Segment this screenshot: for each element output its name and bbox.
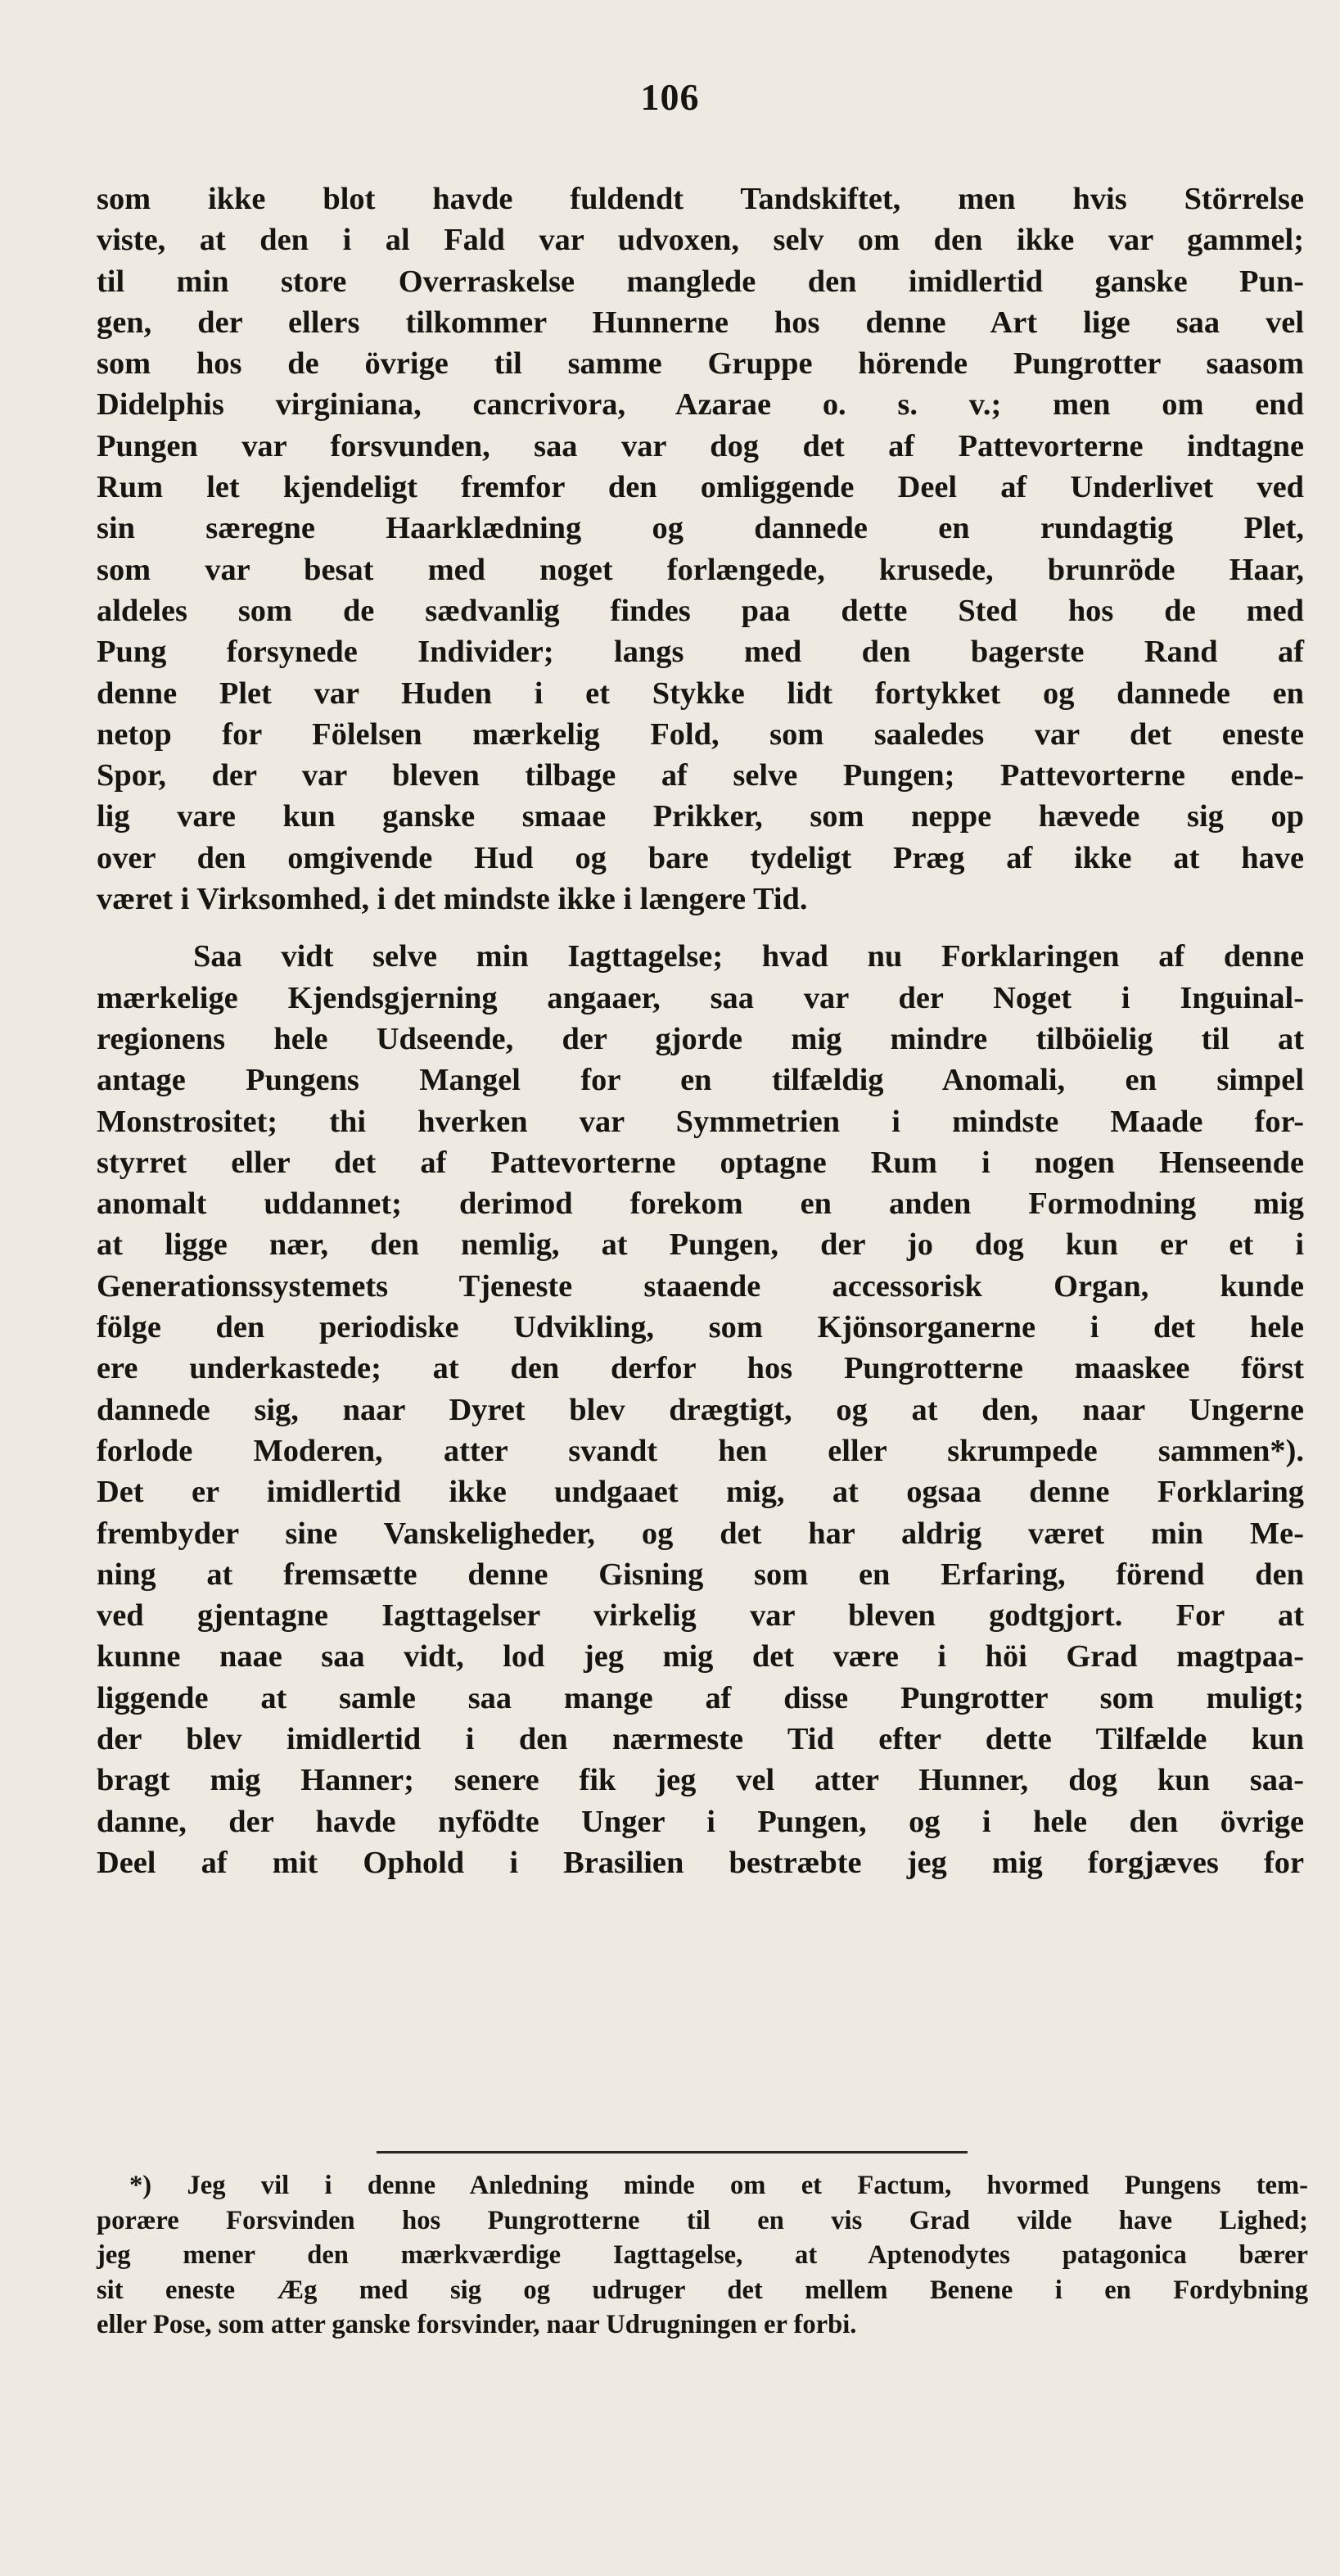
- text-line: antage Pungens Mangel for en tilfældig Anomali, en simpel: [97, 1063, 1304, 1098]
- text-line: ere underkastede; at den derfor hos Pungrotterne maaskee först: [97, 1351, 1304, 1386]
- text-line: ning at fremsætte denne Gisning som en Erfaring, förend den: [97, 1557, 1304, 1592]
- footnote-line: jeg mener den mærkværdige Iagttagelse, at Aptenodytes patagonica bærer: [97, 2240, 1308, 2270]
- text-line: Rum let kjendeligt fremfor den omliggende Deel af Underlivet ved: [97, 470, 1304, 505]
- text-line: lig vare kun ganske smaae Prikker, som neppe hævede sig op: [97, 799, 1304, 834]
- text-line: Pungen var forsvunden, saa var dog det af Pattevorterne indtagne: [97, 428, 1304, 463]
- text-line: ved gjentagne Iagttagelser virkelig var bleven godtgjort. For at: [97, 1598, 1304, 1634]
- footnote-divider: [377, 2151, 968, 2153]
- text-line: til min store Overraskelse manglede den imidlertid ganske Pun-: [97, 264, 1304, 299]
- text-line: Pung forsynede Individer; langs med den bagerste Rand af: [97, 635, 1304, 670]
- text-line: været i Virksomhed, i det mindste ikke i længere Tid.: [97, 882, 808, 917]
- text-line: regionens hele Udseende, der gjorde mig mindre tilböielig til at: [97, 1021, 1304, 1056]
- footnote-line: *) Jeg vil i denne Anledning minde om et Factum, hvormed Pungens tem-: [129, 2171, 1308, 2200]
- text-line: viste, at den i al Fald var udvoxen, selv om den ikke var gammel;: [97, 223, 1304, 258]
- text-line: over den omgivende Hud og bare tydeligt Præg af ikke at have: [97, 840, 1304, 875]
- text-line: Saa vidt selve min Iagttagelse; hvad nu Forklaringen af denne: [193, 939, 1304, 974]
- text-line: liggende at samle saa mange af disse Pungrotter som muligt;: [97, 1680, 1304, 1715]
- text-line: som ikke blot havde fuldendt Tandskiftet, men hvis Störrelse: [97, 182, 1304, 216]
- text-line: mærkelige Kjendsgjerning angaaer, saa var der Noget i Inguinal-: [97, 980, 1304, 1015]
- text-line: Deel af mit Ophold i Brasilien bestræbte jeg mig forgjæves for: [97, 1845, 1304, 1880]
- text-line: fölge den periodiske Udvikling, som Kjönsorganerne i det hele: [97, 1310, 1304, 1345]
- text-line: gen, der ellers tilkommer Hunnerne hos denne Art lige saa vel: [97, 305, 1304, 340]
- paragraph-1: [97, 179, 1304, 920]
- text-line: dannede sig, naar Dyret blev drægtigt, og at den, naar Ungerne: [97, 1392, 1304, 1427]
- text-line: bragt mig Hanner; senere fik jeg vel atter Hunner, dog kun saa-: [97, 1763, 1304, 1798]
- text-line: der blev imidlertid i den nærmeste Tid efter dette Tilfælde kun: [97, 1721, 1304, 1756]
- footnote-line: sit eneste Æg med sig og udruger det mellem Benene i en Fordybning: [97, 2275, 1308, 2305]
- text-line: styrret eller det af Pattevorterne optagne Rum i nogen Henseende: [97, 1145, 1304, 1180]
- text-line: Generationssystemets Tjeneste staaende accessorisk Organ, kunde: [97, 1268, 1304, 1304]
- text-line: Spor, der var bleven tilbage af selve Pungen; Pattevorterne ende-: [97, 758, 1304, 793]
- text-line: Monstrositet; thi hverken var Symmetrien i mindste Maade for-: [97, 1104, 1304, 1139]
- text-line: sin særegne Haarklædning og dannede en rundagtig Plet,: [97, 511, 1304, 546]
- text-line: netop for Fölelsen mærkelig Fold, som saaledes var det eneste: [97, 716, 1304, 752]
- text-line: Det er imidlertid ikke undgaaet mig, at ogsaa denne Forklaring: [97, 1475, 1304, 1510]
- page-number: 106: [640, 76, 700, 118]
- text-line: danne, der havde nyfödte Unger i Pungen, og i hele den övrige: [97, 1804, 1304, 1839]
- text-line: forlode Moderen, atter svandt hen eller skrumpede sammen*).: [97, 1433, 1304, 1468]
- text-line: som var besat med noget forlængede, krusede, brunröde Haar,: [97, 552, 1304, 587]
- text-line: denne Plet var Huden i et Stykke lidt fortykket og dannede en: [97, 676, 1304, 711]
- text-line: aldeles som de sædvanlig findes paa dette Sted hos de med: [97, 593, 1304, 628]
- footnote: [97, 2168, 1308, 2343]
- footnote-line: porære Forsvinden hos Pungrotterne til en vis Grad vilde have Lighed;: [97, 2205, 1308, 2235]
- body-text: [97, 179, 1304, 1883]
- text-line: som hos de övrige til samme Gruppe hörende Pungrotter saasom: [97, 346, 1304, 382]
- text-line: anomalt uddannet; derimod forekom en anden Formodning mig: [97, 1186, 1304, 1222]
- text-line: kunne naae saa vidt, lod jeg mig det være i höi Grad magtpaa-: [97, 1639, 1304, 1674]
- footnote-line: eller Pose, som atter ganske forsvinder, naar Udrugningen er forbi.: [97, 2310, 857, 2339]
- paragraph-2: [97, 936, 1304, 1883]
- text-line: Didelphis virginiana, cancrivora, Azarae o. s. v.; men om end: [97, 387, 1304, 423]
- text-line: frembyder sine Vanskeligheder, og det har aldrig været min Me-: [97, 1516, 1304, 1551]
- text-line: at ligge nær, den nemlig, at Pungen, der jo dog kun er et i: [97, 1227, 1304, 1263]
